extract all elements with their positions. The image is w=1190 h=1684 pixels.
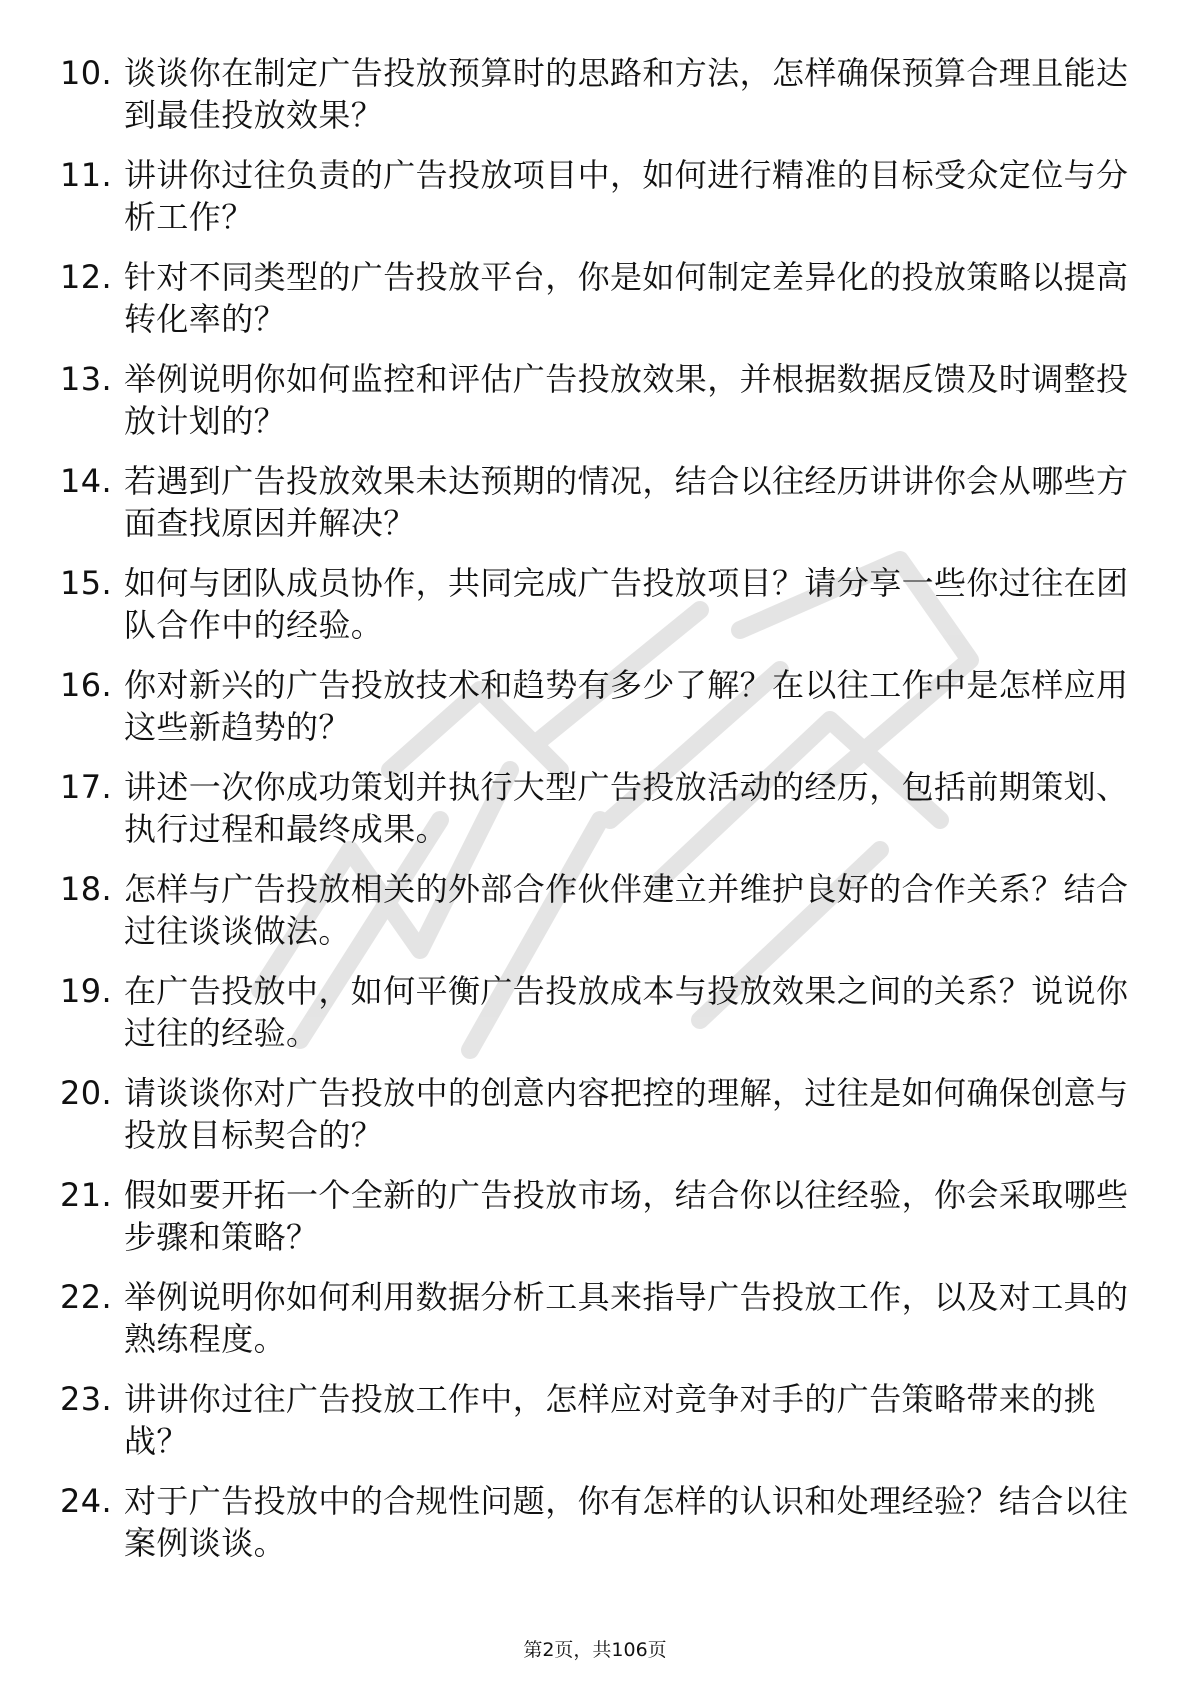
question-number: 19. (60, 972, 113, 1010)
question-item (60, 1480, 1140, 1564)
question-text: 谈谈你在制定广告投放预算时的思路和方法，怎样确保预算合理且能达到最佳投放效果？ (124, 54, 1129, 134)
question-item (60, 562, 1140, 646)
question-number: 24. (60, 1482, 113, 1520)
question-text: 讲述一次你成功策划并执行大型广告投放活动的经历，包括前期策划、执行过程和最终成果。 (124, 768, 1129, 848)
question-item (60, 154, 1140, 238)
question-number: 11. (60, 156, 113, 194)
question-text: 若遇到广告投放效果未达预期的情况，结合以往经历讲讲你会从哪些方面查找原因并解决？ (124, 462, 1129, 542)
question-item (60, 766, 1140, 850)
question-item (60, 1072, 1140, 1156)
question-number: 17. (60, 768, 113, 806)
question-item (60, 460, 1140, 544)
interview-question-list (60, 52, 1140, 1582)
question-number: 23. (60, 1380, 113, 1418)
question-number: 14. (60, 462, 113, 500)
question-number: 21. (60, 1176, 113, 1214)
question-text: 请谈谈你对广告投放中的创意内容把控的理解，过往是如何确保创意与投放目标契合的？ (124, 1074, 1129, 1154)
question-item (60, 1378, 1140, 1462)
question-item (60, 664, 1140, 748)
question-text: 对于广告投放中的合规性问题，你有怎样的认识和处理经验？结合以往案例谈谈。 (124, 1482, 1129, 1562)
question-text: 在广告投放中，如何平衡广告投放成本与投放效果之间的关系？说说你过往的经验。 (124, 972, 1129, 1052)
question-text: 你对新兴的广告投放技术和趋势有多少了解？在以往工作中是怎样应用这些新趋势的？ (124, 666, 1129, 746)
question-number: 12. (60, 258, 113, 296)
question-item (60, 868, 1140, 952)
question-item (60, 1276, 1140, 1360)
question-text: 针对不同类型的广告投放平台，你是如何制定差异化的投放策略以提高转化率的？ (124, 258, 1129, 338)
question-number: 16. (60, 666, 113, 704)
question-item (60, 52, 1140, 136)
question-text: 讲讲你过往负责的广告投放项目中，如何进行精准的目标受众定位与分析工作？ (124, 156, 1129, 236)
question-number: 20. (60, 1074, 113, 1112)
question-number: 15. (60, 564, 113, 602)
question-item (60, 970, 1140, 1054)
page-number-footer: 第2页，共106页 (523, 1639, 667, 1661)
question-item (60, 1174, 1140, 1258)
question-number: 22. (60, 1278, 113, 1316)
question-item (60, 358, 1140, 442)
question-text: 举例说明你如何利用数据分析工具来指导广告投放工作，以及对工具的熟练程度。 (124, 1278, 1129, 1358)
question-text: 举例说明你如何监控和评估广告投放效果，并根据数据反馈及时调整投放计划的？ (124, 360, 1129, 440)
question-number: 18. (60, 870, 113, 908)
question-text: 如何与团队成员协作，共同完成广告投放项目？请分享一些你过往在团队合作中的经验。 (124, 564, 1129, 644)
question-item (60, 256, 1140, 340)
question-text: 讲讲你过往广告投放工作中，怎样应对竞争对手的广告策略带来的挑战？ (124, 1380, 1097, 1460)
question-text: 假如要开拓一个全新的广告投放市场，结合你以往经验，你会采取哪些步骤和策略？ (124, 1176, 1129, 1256)
question-text: 怎样与广告投放相关的外部合作伙伴建立并维护良好的合作关系？结合过往谈谈做法。 (124, 870, 1129, 950)
question-number: 10. (60, 54, 113, 92)
question-number: 13. (60, 360, 113, 398)
